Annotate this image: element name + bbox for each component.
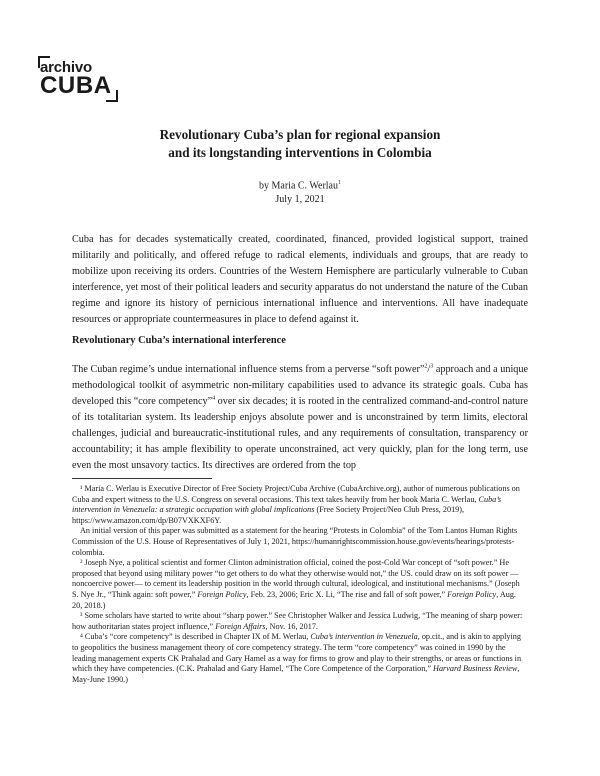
logo-corner-top-left xyxy=(38,56,50,68)
footnote-4 xyxy=(72,632,528,685)
body-paragraph xyxy=(72,362,528,474)
footnote-1b-text: An initial version of this paper was submitted as a statement for the hearing “Protests in Colombia” of the Tom Lantos Human Rights Commission of the U.S. House of Representatives of July 1, 2021, https://humanrightscommission.house.gov/events/hearings/protests-colombia. xyxy=(72,526,518,557)
intro-paragraph: Cuba has for decades systematically created, coordinated, financed, provided logistical support, trained militarily and politically, and offered refuge to radical elements, individuals and groups, that are ready to mobilize upon receiving its orders. Countries of the Western Hemisphere are particularly vulnerable to Cuban interference, yet most of their political leaders and security apparatus do not understand the nature of the Cuban regime and ignore its history of pernicious international influence and interventions. All have inadequate resources or appropriate countermeasures in place to defend against it. xyxy=(72,234,528,325)
author-line xyxy=(0,176,600,193)
title-line-2: and its longstanding interventions in Colombia xyxy=(168,145,432,160)
body-text-4: over six decades; it is rooted in the centralized command-and-control nature of its totalitarian system. Its leadership enjoys absolute power and is unconstrained by term limits, electoral challenges, judicial and bureaucratic-institutional rules, and any requirements of consultation, transparency or accountability; it has ample flexibility to operate unconstrained, act very quickly, plan for the long term, use even the most unsavory tactics. Its directives are ordered from the top xyxy=(72,396,529,471)
author-footnote-marker: 1 xyxy=(338,180,341,186)
footnote-2 xyxy=(72,558,528,611)
footnote-4-text: ⁴ Cuba’s “core competency” is described in Chapter IX of M. Werlau, xyxy=(80,632,311,642)
footnote-3-text: ³ Some scholars have started to write about “sharp power.” See Christopher Walker and Jessica Ludwig, “The meaning of sharp power: how authoritarian states project influence,” xyxy=(72,611,523,631)
byline xyxy=(0,176,600,207)
author-name: by Maria C. Werlau xyxy=(259,180,338,192)
body-text-3: approach and a unique methodological toolkit of asymmetric non-military capabilities used to advance its strategic goals. Cuba has developed this “core competency” xyxy=(72,364,528,407)
title-line-1: Revolutionary Cuba’s plan for regional expansion xyxy=(159,127,441,142)
logo-text-archivo: archivo xyxy=(40,59,92,76)
footnote-4-text-b: , op.cit., and is akin to applying to geopolitics the business management theory of core competency strategy. The term “core competency” was coined in 1990 by the leading management experts CK Prahalad and Gary Hamel as a way for firms to grow and play to their strengths, or areas or functions in which they have competencies. (C.K. Prahalad and Gary Hamel, “The Core Competence of the Corporation,” xyxy=(72,632,522,674)
footnote-2-journal-1: Foreign Policy xyxy=(197,589,247,599)
footnote-2-text-c: , Aug. 20, 2018.) xyxy=(72,589,516,610)
footnote-1-text: ¹ Maria C. Werlau is Executive Director of Free Society Project/Cuba Archive (CubaArchive.org), author of numerous publications on Cuba and expert witness to the U.S. Congress on several occasions. This text takes heavily from her book Maria C. Werlau, xyxy=(72,484,520,504)
footnote-1-continued xyxy=(72,526,528,558)
publication-date: July 1, 2021 xyxy=(275,194,325,206)
footnote-3-end: , Nov. 16, 2017. xyxy=(265,621,318,631)
footnote-3-journal: Foreign Affairs xyxy=(215,621,266,631)
footnotes xyxy=(72,484,528,685)
footnote-ref-2[interactable]: 2 xyxy=(424,363,428,370)
footnote-3 xyxy=(72,611,528,632)
footnote-divider xyxy=(72,478,212,479)
footnote-4-book-title: Cuba’s intervention in Venezuela xyxy=(310,632,418,642)
footnote-1-end: (Free Society Project/Neo Club Press, 2019), https://www.amazon.com/dp/B07VXKXF6Y. xyxy=(72,505,465,525)
footnote-2-text-b: , Feb. 23, 2006; Eric X. Li, “The rise and fall of soft power,” xyxy=(246,589,448,599)
footnote-1 xyxy=(72,484,528,526)
logo-text-cuba: CUBA xyxy=(40,72,112,99)
archivo-cuba-logo xyxy=(40,60,114,102)
footnote-2-journal-2: Foreign Policy xyxy=(447,589,497,599)
footnote-4-journal: Harvard Business Review xyxy=(433,664,518,674)
document-title xyxy=(0,126,600,162)
footnote-ref-4[interactable]: 4 xyxy=(212,395,216,402)
footnote-2-text: ² Joseph Nye, a political scientist and former Clinton administration official, coined the post-Cold War concept of “soft power.” He proposed that beyond using military power “to get others to do what they otherwise would not,” the US. could draw on its soft power —noncoercive power— to cement its leadership position in the world through cultural, ideological, and institutional mechanisms.” (Joseph S. Nye Jr., “Think again: soft power,” xyxy=(72,558,520,599)
footnote-ref-3[interactable]: 3 xyxy=(430,363,434,370)
footnote-4-end: , May-June 1990.) xyxy=(72,664,520,684)
logo-corner-bottom-right xyxy=(106,90,118,102)
body-text-1: The Cuban regime’s undue international influence stems from a perverse “soft power” xyxy=(72,364,425,375)
footnote-1-book-title: Cuba’s intervention in Venezuela: a strategic occupation with global implications xyxy=(72,494,502,515)
body-text-2: / xyxy=(427,364,431,375)
section-heading: Revolutionary Cuba’s international interference xyxy=(72,335,286,346)
